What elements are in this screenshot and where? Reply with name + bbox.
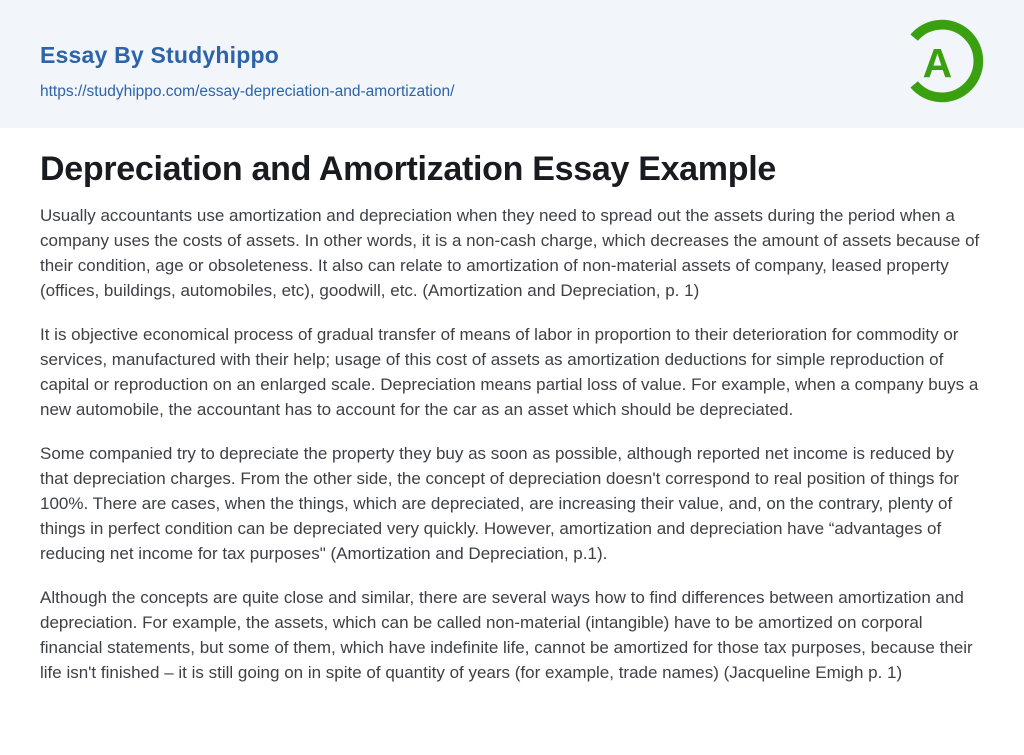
article-body [40, 203, 984, 685]
page-header [0, 0, 1024, 128]
essay-url-link[interactable]: https://studyhippo.com/essay-depreciation-and-amortization/ [40, 83, 455, 100]
paragraph-1: Usually accountants use amortization and depreciation when they need to spread out the assets during the period when a company uses the costs of assets. In other words, it is a non-cash charge, which decreases the amount of assets because of their condition, age or obsoleteness. It also can relate to amortization of non-material assets of company, leased property (offices, buildings, automobiles, etc), goodwill, etc. (Amortization and Depreciation, p. 1) [40, 206, 980, 301]
article-content [0, 128, 1024, 685]
logo-letter: A [922, 39, 953, 86]
site-title: Essay By Studyhippo [40, 42, 279, 68]
studyhippo-logo[interactable] [899, 18, 985, 104]
article-title: Depreciation and Amortization Essay Example [40, 150, 776, 188]
paragraph-4: Although the concepts are quite close and similar, there are several ways how to find differences between amortization and depreciation. For example, the assets, which can be called non-material (intangible) have to be amortized on corporal financial statements, but some of them, which have indefinite life, cannot be amortized for those tax purposes, because their life isn't finished – it is still going on in spite of quantity of years (for example, trade names) (Jacqueline Emigh p. 1) [40, 588, 973, 683]
paragraph-3: Some companied try to depreciate the property they buy as soon as possible, although reported net income is reduced by that depreciation charges. From the other side, the concept of depreciation doesn't correspond to real position of things for 100%. There are cases, when the things, which are depreciated, are increasing their value, and, on the contrary, plenty of things in perfect condition can be depreciated very quickly. However, amortization and depreciation have “advantages of reducing net income for tax purposes" (Amortization and Depreciation, p.1). [40, 444, 959, 564]
paragraph-2: It is objective economical process of gradual transfer of means of labor in proportion to their deterioration for commodity or services, manufactured with their help; usage of this cost of assets as amortization deductions for simple reproduction of capital or reproduction on an enlarged scale. Depreciation means partial loss of value. For example, when a company buys a new automobile, the accountant has to account for the car as an asset which should be depreciated. [40, 325, 979, 420]
